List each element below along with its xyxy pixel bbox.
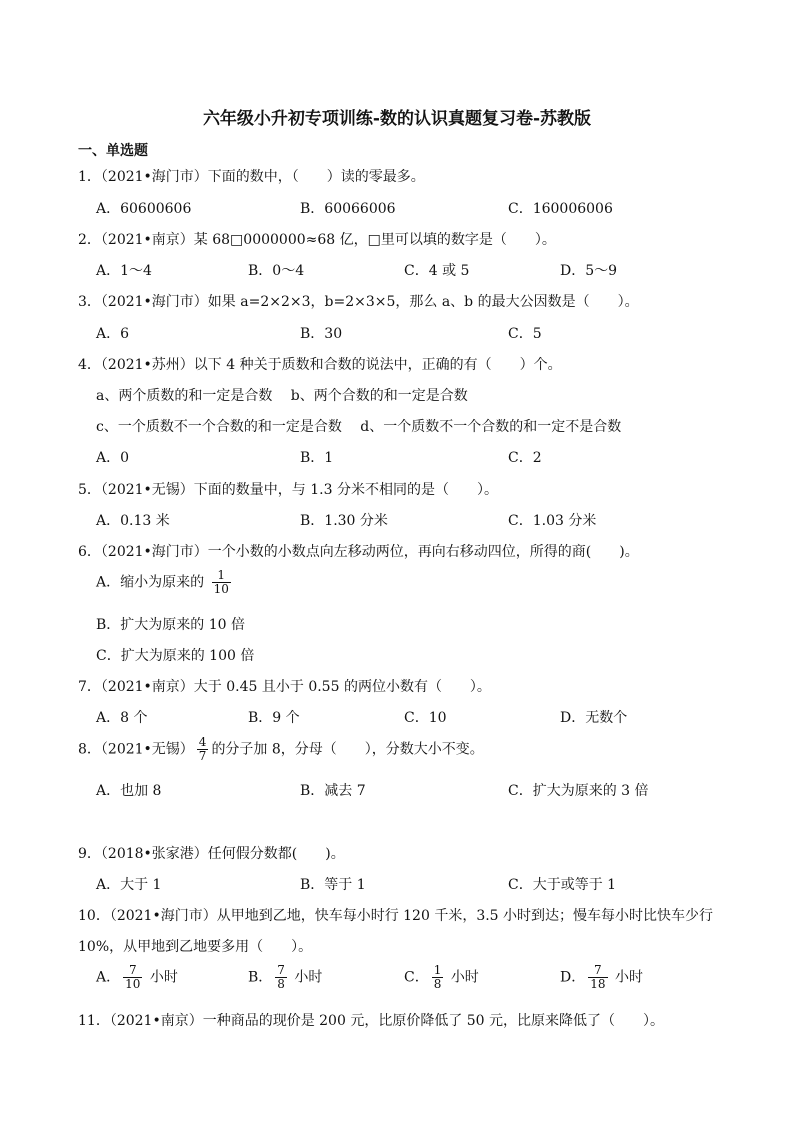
q10-option-b-fraction	[275, 964, 287, 991]
q4-option-c: C．2	[508, 450, 542, 466]
q10-option-c	[404, 964, 479, 991]
question-11: 11．（2021•南京）一种商品的现价是 200 元，比原价降低了 50 元，比原来降低了（ ）。	[78, 1013, 665, 1029]
q3-option-b: B．30	[300, 326, 343, 342]
question-5: 5．（2021•无锡）下面的数量中，与 1.3 分米不相同的是（ ）。	[78, 482, 498, 498]
question-8	[78, 736, 484, 763]
fraction-denominator: 10	[213, 582, 229, 596]
q6-option-b: B．扩大为原来的 10 倍	[96, 617, 246, 633]
q6-option-c: C．扩大为原来的 100 倍	[96, 648, 255, 664]
fraction-denominator: 8	[277, 977, 285, 991]
question-10-line-2: 10%，从甲地到乙地要多用（ ）。	[78, 939, 313, 955]
q2-option-d: D．5～9	[560, 263, 618, 279]
fraction-numerator: 7	[588, 964, 607, 978]
fraction-numerator: 1	[212, 569, 231, 583]
q10-option-a-unit: 小时	[149, 969, 178, 986]
question-6: 6．（2021•海门市）一个小数的小数点向左移动两位，再向右移动四位，所得的商( )。	[78, 544, 639, 560]
q8-stem-prefix: 8．（2021•无锡）	[78, 741, 194, 758]
q8-option-a: A．也加 8	[96, 783, 162, 799]
q10-option-d-unit: 小时	[614, 969, 643, 986]
q10-option-b-letter: B．	[248, 969, 273, 986]
fraction-numerator: 4	[198, 735, 207, 749]
q5-option-b: B．1.30 分米	[300, 513, 388, 529]
q4-statement-cd: c、一个质数不一个合数的和一定是合数 d、一个质数不一个合数的和一定不是合数	[96, 419, 622, 435]
q8-fraction	[197, 736, 209, 763]
q5-option-c: C．1.03 分米	[508, 513, 597, 529]
q1-option-c: C．160006006	[508, 201, 613, 217]
q10-option-a-fraction	[123, 964, 142, 991]
q3-option-a: A．6	[96, 326, 130, 342]
q4-option-a: A．0	[96, 450, 130, 466]
page-title: 六年级小升初专项训练-数的认识真题复习卷-苏教版	[202, 109, 592, 129]
q5-option-a: A．0.13 米	[96, 513, 170, 529]
fraction-denominator: 7	[198, 749, 207, 763]
q6-option-a-label: A．缩小为原来的	[96, 574, 205, 591]
q1-option-b: B．60066006	[300, 201, 396, 217]
fraction-denominator: 8	[433, 977, 442, 991]
q7-option-b: B．9 个	[248, 710, 300, 726]
q1-option-a: A．60600606	[96, 201, 192, 217]
question-10-line-1: 10．（2021•海门市）从甲地到乙地，快车每小时行 120 千米，3.5 小时到达；慢车每小时比快车少行	[78, 908, 714, 924]
q2-option-c: C．4 或 5	[404, 263, 470, 279]
q10-option-c-letter: C．	[404, 969, 429, 986]
q7-option-a: A．8 个	[96, 710, 148, 726]
q4-statement-ab: a、两个质数的和一定是合数 b、两个合数的和一定是合数	[96, 388, 468, 404]
question-4: 4．（2021•苏州）以下 4 种关于质数和合数的说法中，正确的有（ ）个。	[78, 357, 562, 373]
q10-option-c-unit: 小时	[450, 969, 479, 986]
question-3: 3．（2021•海门市）如果 a=2×2×3，b=2×3×5，那么 a、b 的最大公因数是（ ）。	[78, 294, 639, 310]
section-heading: 一、单选题	[78, 143, 148, 159]
q10-option-c-fraction	[432, 964, 444, 991]
q8-stem-suffix: 的分子加 8，分母（ ），分数大小不变。	[211, 741, 484, 758]
q9-option-c: C．大于或等于 1	[508, 877, 617, 893]
q10-option-a-letter: A．	[96, 969, 121, 986]
q10-option-b-unit: 小时	[294, 969, 323, 986]
q9-option-a: A．大于 1	[96, 877, 162, 893]
question-7: 7．（2021•南京）大于 0.45 且小于 0.55 的两位小数有（ ）。	[78, 679, 491, 695]
q4-option-b: B．1	[300, 450, 334, 466]
q7-option-d: D．无数个	[560, 710, 628, 726]
q2-option-b: B．0～4	[248, 263, 305, 279]
question-1: 1．（2021•海门市）下面的数中，（ ）读的零最多。	[78, 169, 425, 185]
q10-option-b	[248, 964, 322, 991]
fraction-denominator: 18	[590, 977, 606, 991]
q10-option-d-fraction	[588, 964, 607, 991]
q9-option-b: B．等于 1	[300, 877, 366, 893]
q10-option-d-letter: D．	[560, 969, 586, 986]
q3-option-c: C．5	[508, 326, 542, 342]
q8-option-b: B．减去 7	[300, 783, 366, 799]
q8-option-c: C．扩大为原来的 3 倍	[508, 783, 649, 799]
q7-option-c: C．10	[404, 710, 447, 726]
fraction-numerator: 1	[433, 963, 442, 977]
q10-option-d	[560, 964, 643, 991]
q6-option-a-fraction	[212, 569, 231, 596]
q2-option-a: A．1～4	[96, 263, 152, 279]
q10-option-a	[96, 964, 178, 991]
fraction-numerator: 7	[277, 963, 285, 977]
question-2: 2．（2021•南京）某 68□0000000≈68 亿，□里可以填的数字是（ ）。	[78, 232, 556, 248]
q6-option-a	[96, 569, 234, 596]
fraction-numerator: 7	[123, 964, 142, 978]
question-9: 9．（2018•张家港）任何假分数都( )。	[78, 846, 345, 862]
fraction-denominator: 10	[125, 977, 141, 991]
